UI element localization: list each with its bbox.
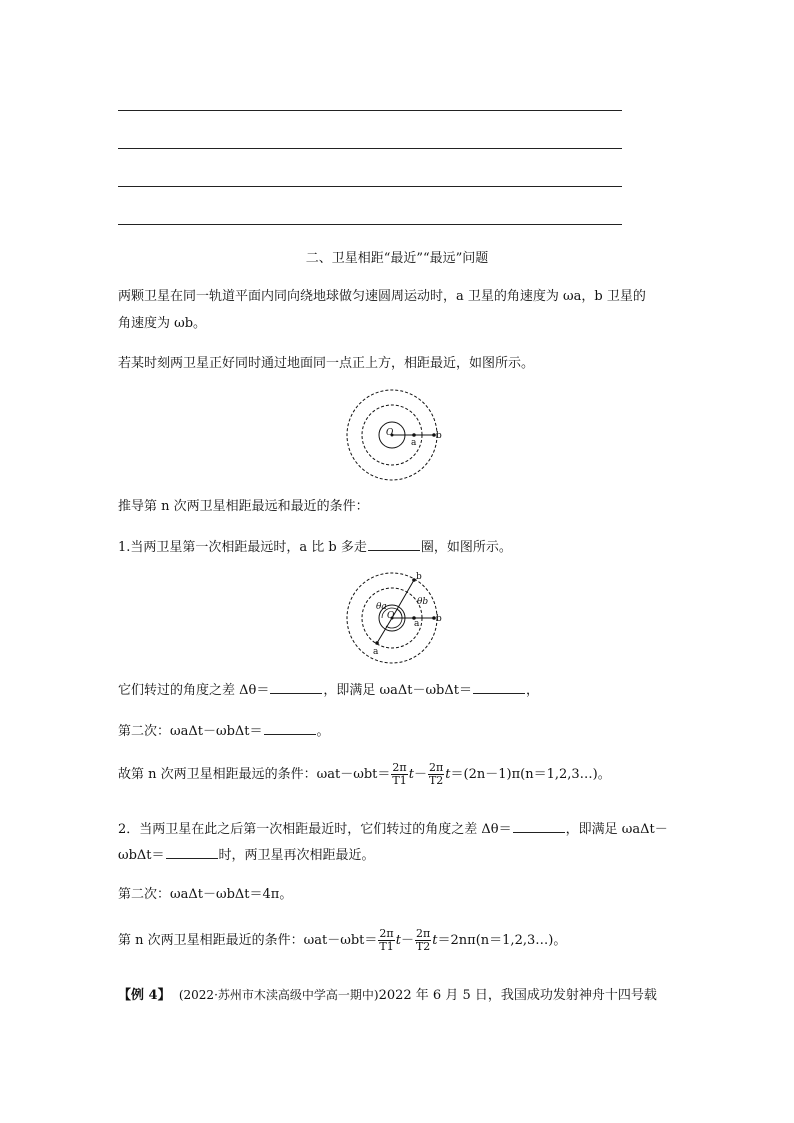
fraction-2pi-T1 <box>391 762 407 787</box>
angle-diff-text-a: 它们转过的角度之差 Δθ＝ <box>118 683 270 698</box>
near-condition-line: 第 n 次两卫星相距最近的条件：ωat－ωbt＝ $\frac{2\pi}{T1}$ t－ $\frac{2\pi}{T2}$ t＝2nπ(n＝1,2,3…)。 <box>118 927 567 953</box>
fig2-label-O: O <box>387 611 395 621</box>
fraction-2pi-T2 <box>415 928 431 953</box>
second-far-blank[interactable] <box>264 722 316 735</box>
far-condition-line: 故第 n 次两卫星相距最远的条件：ωat－ωbt＝ $\frac{2\pi}{T1}$ t－ $\frac{2\pi}{T2}$ t＝(2n－1)π(n＝1,2,3…)。 <box>118 761 611 787</box>
answer-rule-3 <box>118 186 622 187</box>
fig2-label-a-bottom: a <box>373 647 379 657</box>
second-near-line: 第二次：ωaΔt－ωbΔt＝4π。 <box>118 887 293 902</box>
example-tag: 【例 4】 <box>118 988 171 1003</box>
answer-rule-4 <box>118 224 622 225</box>
second-far-text-a: 第二次：ωaΔt－ωbΔt＝ <box>118 724 263 739</box>
fraction-denominator-T2: T2 <box>415 940 431 953</box>
angle-diff-line <box>118 681 539 700</box>
fig1-label-a: a <box>411 438 417 448</box>
angle-diff-text-b: ，即满足 ωaΔt－ωbΔt＝ <box>323 683 472 698</box>
fraction-numerator: 2π <box>429 761 444 774</box>
fig1-label-b: b <box>436 431 442 441</box>
intro-line-1: 两颗卫星在同一轨道平面内同向绕地球做匀速圆周运动时，a 卫星的角速度为 ωa，b 卫星的 <box>118 289 646 304</box>
fraction-denominator-T1: T1 <box>392 774 407 787</box>
fraction-numerator: 2π <box>416 927 431 940</box>
fraction-2pi-T2 <box>428 762 444 787</box>
example-text: 2022 年 6 月 5 日，我国成功发射神舟十四号载 <box>378 988 657 1003</box>
intro-line-3: 若某时刻两卫星正好同时通过地面同一点正上方，相距最近，如图所示。 <box>118 356 535 371</box>
fraction-denominator-T2: T2 <box>428 774 444 787</box>
fraction-denominator-T1: T1 <box>379 940 394 953</box>
example-4-line <box>118 986 657 1005</box>
item-2-line-2 <box>118 846 375 865</box>
item-1 <box>118 538 512 557</box>
item-1-text-b: 圈，如图所示。 <box>420 540 512 555</box>
answer-rule-1 <box>118 110 622 111</box>
angle-diff-blank-2[interactable] <box>473 681 525 694</box>
fig2-label-b-right: b <box>436 614 442 624</box>
fraction-numerator: 2π <box>379 927 394 940</box>
section-title: 二、卫星相距“最近”“最远”问题 <box>305 251 489 266</box>
item-2-text-c: ωbΔt＝ <box>118 848 165 863</box>
angle-diff-blank-1[interactable] <box>270 681 322 694</box>
near-condition-text-b: ＝2nπ(n＝1,2,3…)。 <box>437 933 567 948</box>
fraction-numerator: 2π <box>392 761 407 774</box>
item-2-line-1 <box>118 820 668 839</box>
item-1-blank[interactable] <box>368 538 420 551</box>
item-2-blank-2[interactable] <box>166 846 218 859</box>
second-far-line <box>118 722 330 741</box>
intro-line-2: 角速度为 ωb。 <box>118 316 207 331</box>
second-far-text-b: 。 <box>316 724 330 739</box>
near-condition-text-a: 第 n 次两卫星相距最近的条件：ωat－ωbt＝ <box>118 933 378 948</box>
item-2-text-b: ，即满足 ωaΔt－ <box>565 822 668 837</box>
fig2-label-a-right: a <box>414 619 420 629</box>
item-2-text-d: 时，两卫星再次相距最近。 <box>218 848 375 863</box>
item-2-blank-1[interactable] <box>513 820 565 833</box>
item-2-text-a: 2．当两卫星在此之后第一次相距最近时，它们转过的角度之差 Δθ＝ <box>118 822 512 837</box>
derive-title: 推导第 n 次两卫星相距最远和最近的条件： <box>118 499 369 514</box>
item-1-text-a: 1.当两卫星第一次相距最远时，a 比 b 多走 <box>118 540 367 555</box>
angle-diff-text-c: ， <box>526 683 540 698</box>
fig2-label-b-top: b <box>416 572 422 582</box>
fraction-2pi-T1 <box>378 928 394 953</box>
orbit-figure-1 <box>342 385 452 485</box>
orbit-figure-2 <box>342 568 452 668</box>
fig2-theta-a: θa <box>376 602 387 612</box>
far-condition-text-a: 故第 n 次两卫星相距最远的条件：ωat－ωbt＝ <box>118 767 391 782</box>
fig1-label-O: O <box>386 428 394 438</box>
answer-rule-2 <box>118 148 622 149</box>
fig2-theta-b: θb <box>417 597 429 607</box>
example-source: (2022·苏州市木渎高级中学高一期中) <box>178 988 379 1002</box>
far-condition-text-b: ＝(2n－1)π(n＝1,2,3…)。 <box>450 767 611 782</box>
